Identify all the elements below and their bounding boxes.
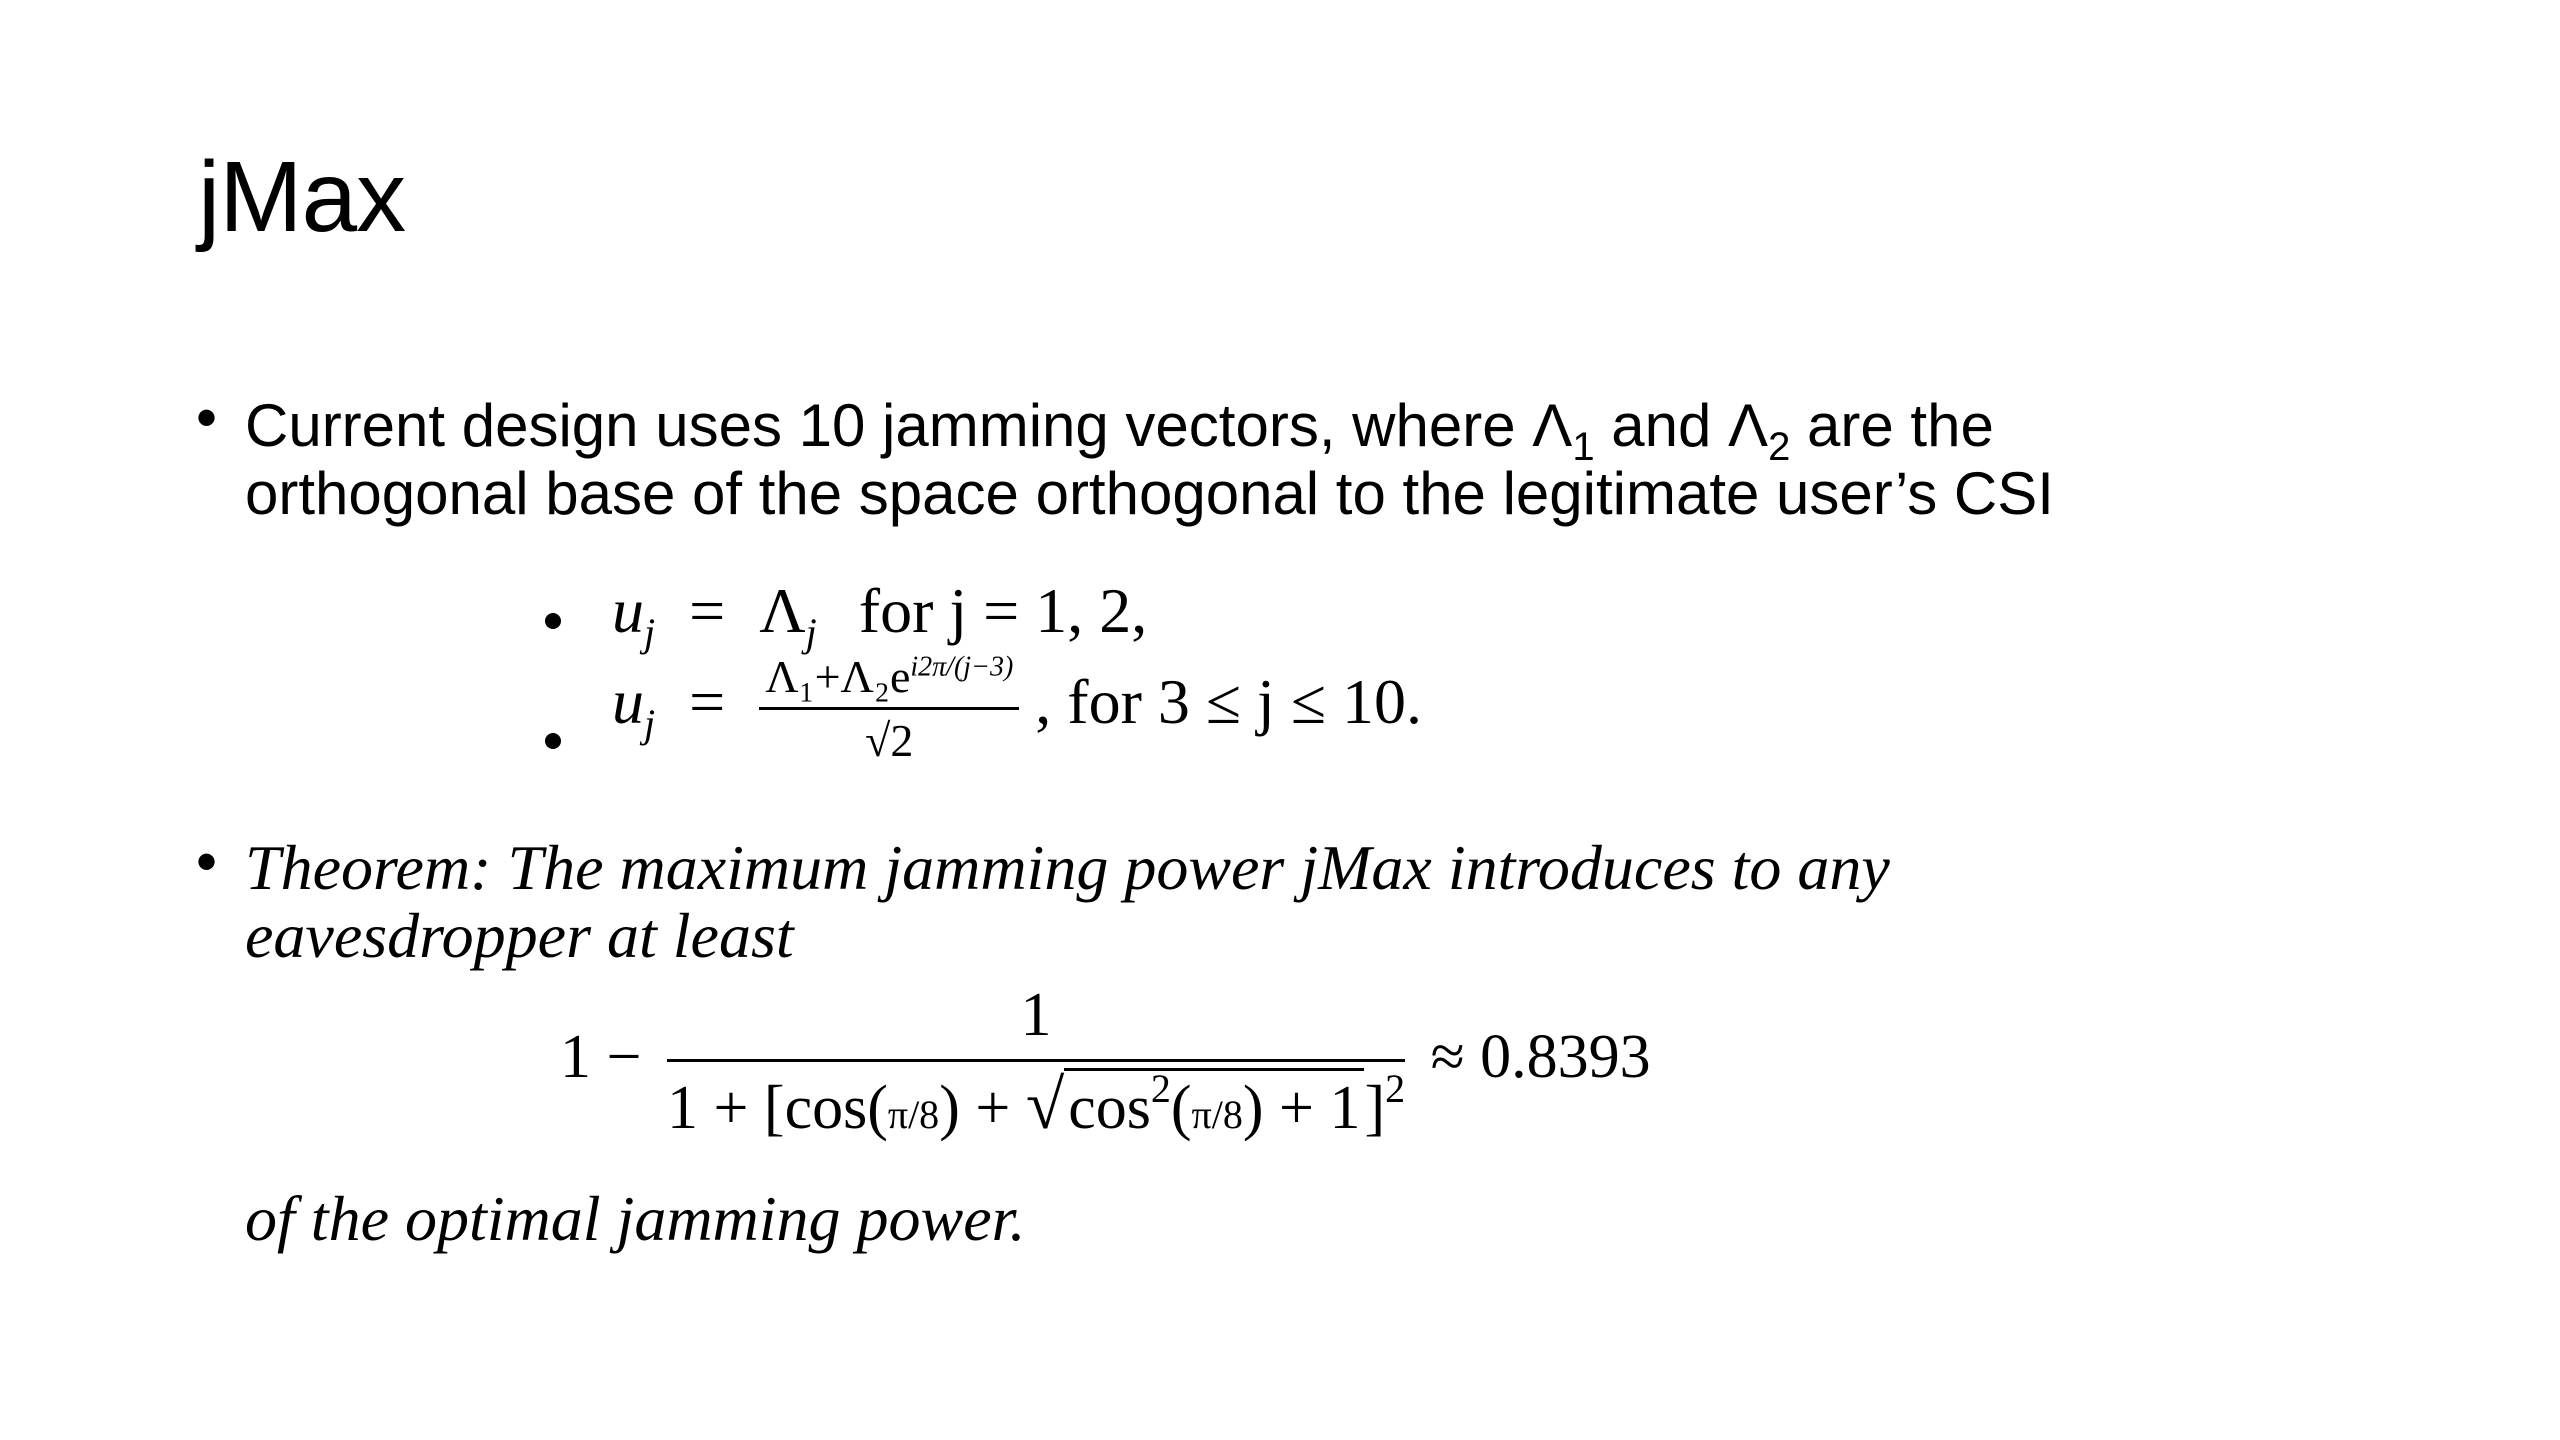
bound-formula: 1 − $\frac{1}{1 + [\cos(\pi/8) + √\cos^2(\pi/8) + 1]^2}$ ≈ 0.8393: [560, 981, 1651, 1144]
bullet-design-text: Current design uses 10 jamming vectors, where $\Lambda_1$ and $\Lambda_2$ are the orthogonal base of the space orthogonal to the legitimate user’s CSI: [245, 392, 2054, 527]
bound-fraction: $\frac{1}{1 + [\cos(\pi/8) + √\cos^2(\pi/8) + 1]^2}$: [666, 981, 1406, 1144]
equation-2: $u_j$ = $\frac{\Lambda_1+\Lambda_2e^{i2\pi/(j-3)}}{√2}$ , for 3 ≤ j ≤ 10.: [612, 651, 1422, 766]
equation-1: $u_j = \Lambda_j$ for j = 1, 2,: [612, 575, 1148, 655]
bullet-marker: •: [196, 828, 218, 895]
closing-text: of the optimal jamming power.: [245, 1183, 1026, 1254]
equation-bullet: [545, 733, 561, 749]
vector-fraction: $\frac{\Lambda_1+\Lambda_2e^{i2\pi/(j-3)}}{√2}$: [759, 650, 1019, 767]
bullet-marker: •: [196, 384, 218, 451]
theorem-text: Theorem: The maximum jamming power jMax introduces to any eavesdropper at least: [245, 832, 1890, 971]
slide-title: jMax: [198, 141, 406, 253]
equation-bullet: [545, 613, 561, 629]
